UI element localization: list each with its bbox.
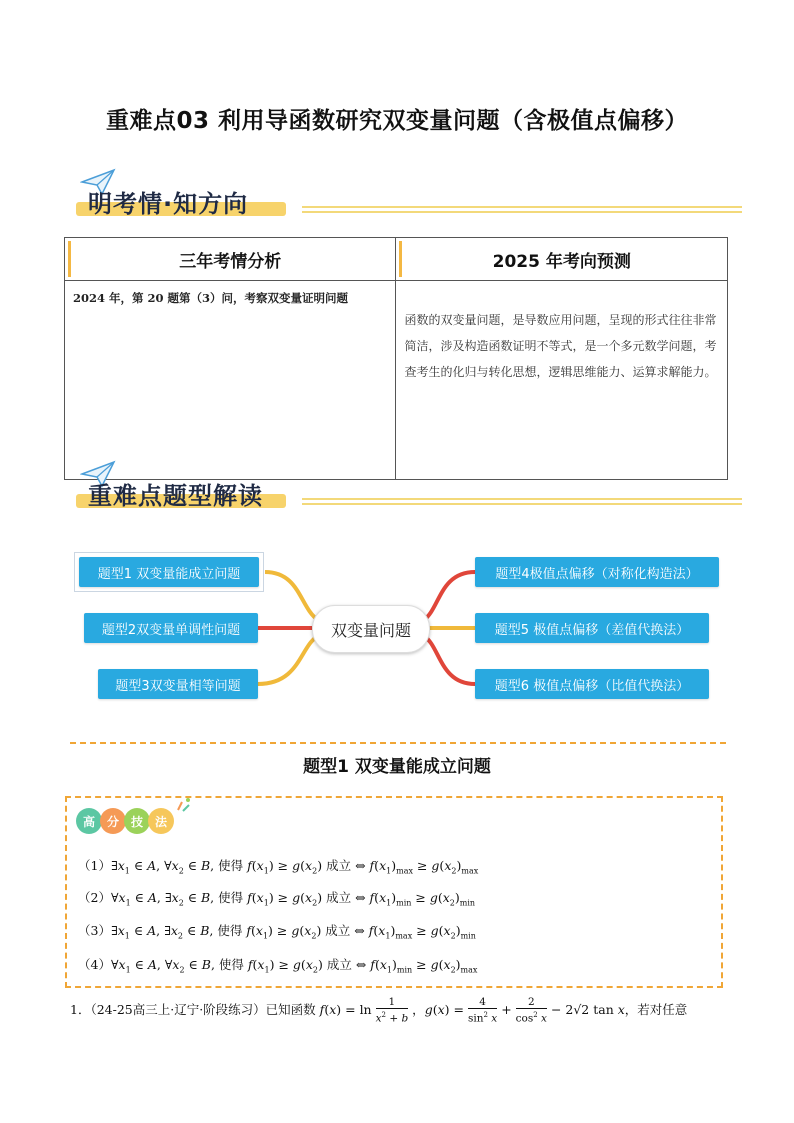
- dashed-divider: [70, 742, 726, 744]
- divider: [302, 503, 742, 505]
- question-type-title: 题型1 双变量能成立问题: [303, 757, 491, 777]
- table-cell-prediction: 函数的双变量问题，是导数应用问题，呈现的形式往往非常简洁，涉及构造函数证明不等式，是一个多元数学问题，考查考生的化归与转化思想，逻辑思维能力、运算求解能力。: [396, 281, 728, 480]
- mindmap-center: 双变量问题: [312, 605, 430, 653]
- mindmap-type-6[interactable]: 题型6 极值点偏移（比值代换法）: [475, 669, 709, 699]
- mindmap-type-1[interactable]: 题型1 双变量能成立问题: [79, 557, 259, 587]
- formula-row-1: $(1)\exists x_1$ ∈ A, $\forall x_2$ ∈ B, 使得 $f(x_1) \ge g(x_2)$ 成立 ⇔ $f(x_1)_{max} \ge g(x_2)_{max}$: [78, 858, 479, 876]
- mindmap-type-5[interactable]: 题型5 极值点偏移（差值代换法）: [475, 613, 709, 643]
- mindmap-type-3[interactable]: 题型3双变量相等问题: [98, 669, 258, 699]
- table-header-analysis: 三年考情分析: [65, 238, 396, 281]
- divider: [302, 498, 742, 500]
- tips-badge: [76, 800, 192, 840]
- divider: [302, 206, 742, 208]
- badge-char: 技: [124, 808, 150, 834]
- badge-char: 分: [100, 808, 126, 834]
- badge-char: 高: [76, 808, 102, 834]
- table-header-prediction: 2025 年考向预测: [396, 238, 728, 281]
- confetti-icon: [174, 796, 192, 814]
- problem-1: 1．（24-25高三上·辽宁·阶段练习）已知函数 f(x) = ln $\frac{1}{x^2 + b}$ ，g(x) = $\frac{4}{\sin^2 x}$ + $\frac{2}{\cos^2 x}$ − 2√2 tan x，若对任意: [70, 996, 688, 1025]
- mindmap-type-4[interactable]: 题型4极值点偏移（对称化构造法）: [475, 557, 719, 587]
- page-title: 重难点03 利用导函数研究双变量问题（含极值点偏移）: [105, 108, 688, 134]
- table-cell-analysis: 2024 年，第 20 题第（3）问，考察双变量证明问题: [65, 281, 396, 480]
- exam-analysis-table: [64, 237, 728, 480]
- formula-row-3: $(3)\exists x_1$ ∈ A, $\exists x_2$ ∈ B, 使得 $f(x_1) \ge g(x_2)$ 成立 ⇔ $f(x_1)_{max} \ge g(x_2)_{min}$: [78, 923, 476, 941]
- section-header-question-types: [70, 460, 750, 520]
- section-title: 重难点题型解读: [88, 482, 263, 510]
- divider: [302, 211, 742, 213]
- badge-char: 法: [148, 808, 174, 834]
- section-title: 明考情·知方向: [88, 190, 249, 218]
- formula-row-4: $(4)\forall x_1$ ∈ A, $\forall x_2$ ∈ B, 使得 $f(x_1) \ge g(x_2)$ 成立 ⇔ $f(x_1)_{min} \ge g(x_2)_{max}$: [78, 957, 478, 975]
- mindmap-type-2[interactable]: 题型2双变量单调性问题: [84, 613, 258, 643]
- section-header-exam-analysis: [70, 168, 750, 228]
- formula-row-2: $(2)\forall x_1$ ∈ A, $\exists x_2$ ∈ B, 使得 $f(x_1) \ge g(x_2)$ 成立 ⇔ $f(x_1)_{min} \ge g(x_2)_{min}$: [78, 890, 476, 908]
